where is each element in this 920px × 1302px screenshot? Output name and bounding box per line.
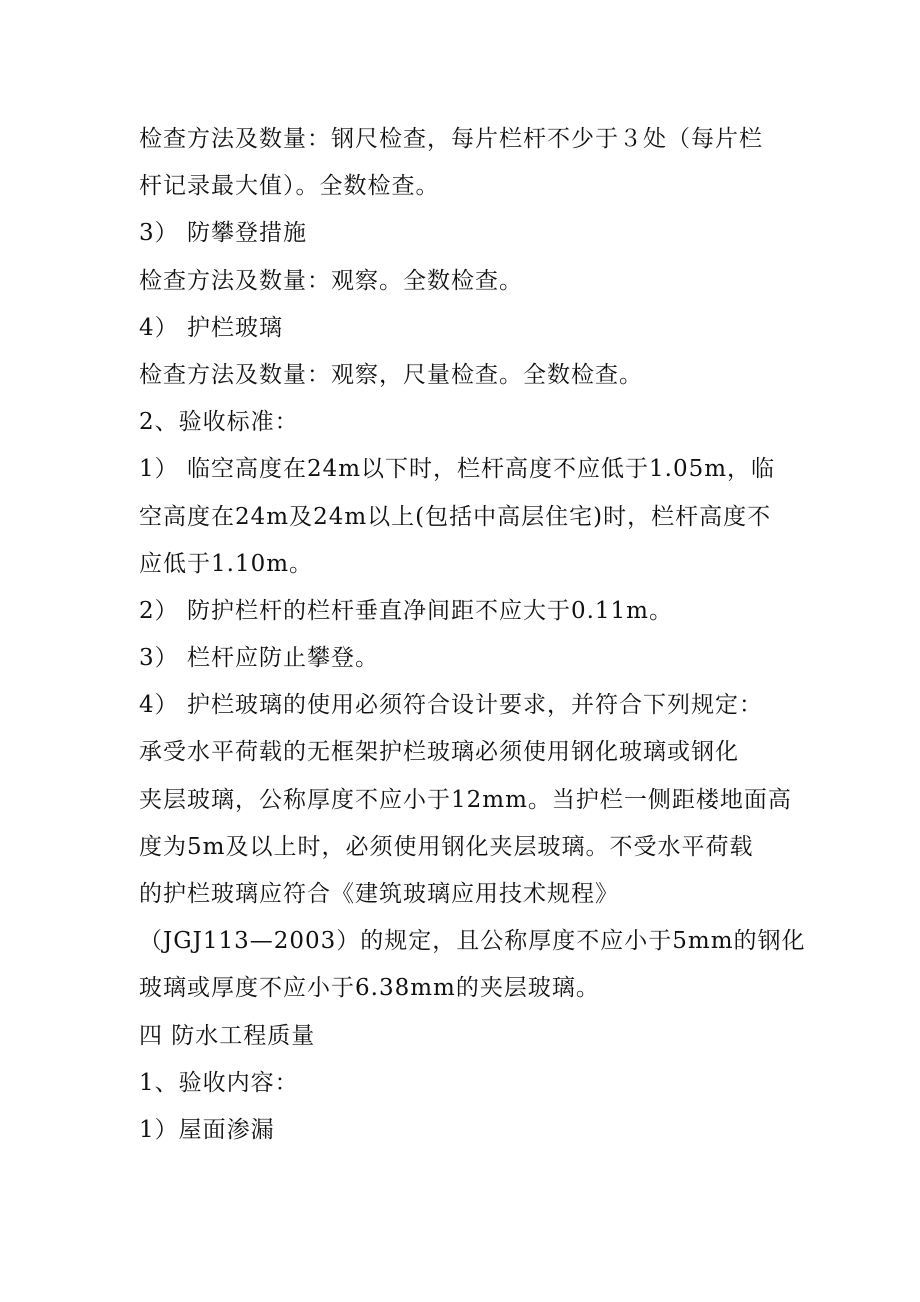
text-line: 检查方法及数量：钢尺检查，每片栏杆不少于３处（每片栏 bbox=[139, 126, 763, 152]
text-line: 检查方法及数量：观察，尺量检查。全数检查。 bbox=[139, 361, 643, 388]
text-line: 1） 临空高度在24m以下时，栏杆高度不应低于1.05m，临 bbox=[139, 456, 776, 483]
text-line: （JGJ113—2003）的规定，且公称厚度不应小于5mm的钢化 bbox=[139, 928, 806, 955]
text-line: 空高度在24m及24m以上(包括中高层住宅)时，栏杆高度不 bbox=[139, 503, 772, 530]
text-line: 应低于1.10m。 bbox=[139, 550, 314, 577]
text-line: 4） 护栏玻璃的使用必须符合设计要求，并符合下列规定： bbox=[139, 692, 763, 719]
text-line: 夹层玻璃，公称厚度不应小于12mm。当护栏一侧距楼地面高 bbox=[139, 786, 792, 813]
document-body bbox=[139, 116, 806, 1154]
text-line: 1）屋面渗漏 bbox=[139, 1116, 275, 1143]
text-line: 2） 防护栏杆的栏杆垂直净间距不应大于0.11m。 bbox=[139, 597, 673, 624]
text-line: 检查方法及数量：观察。全数检查。 bbox=[139, 267, 523, 294]
text-line: 度为5m及以上时，必须使用钢化夹层玻璃。不受水平荷载 bbox=[139, 833, 754, 860]
text-line: 3） 栏杆应防止攀登。 bbox=[139, 645, 379, 672]
text-line: 杆记录最大值）。全数检查。 bbox=[139, 173, 440, 200]
text-line: 承受水平荷载的无框架护栏玻璃必须使用钢化玻璃或钢化 bbox=[139, 739, 739, 766]
text-line: 的护栏玻璃应符合《建筑玻璃应用技术规程》 bbox=[139, 881, 619, 907]
text-line: 4） 护栏玻璃 bbox=[139, 314, 283, 341]
section-heading: 2、验收标准： bbox=[139, 409, 299, 436]
text-line: 3） 防攀登措施 bbox=[139, 220, 307, 247]
section-heading: 1、验收内容： bbox=[139, 1069, 299, 1096]
text-line: 玻璃或厚度不应小于6.38mm的夹层玻璃。 bbox=[139, 975, 600, 1002]
chapter-heading: 四 防水工程质量 bbox=[139, 1022, 316, 1049]
